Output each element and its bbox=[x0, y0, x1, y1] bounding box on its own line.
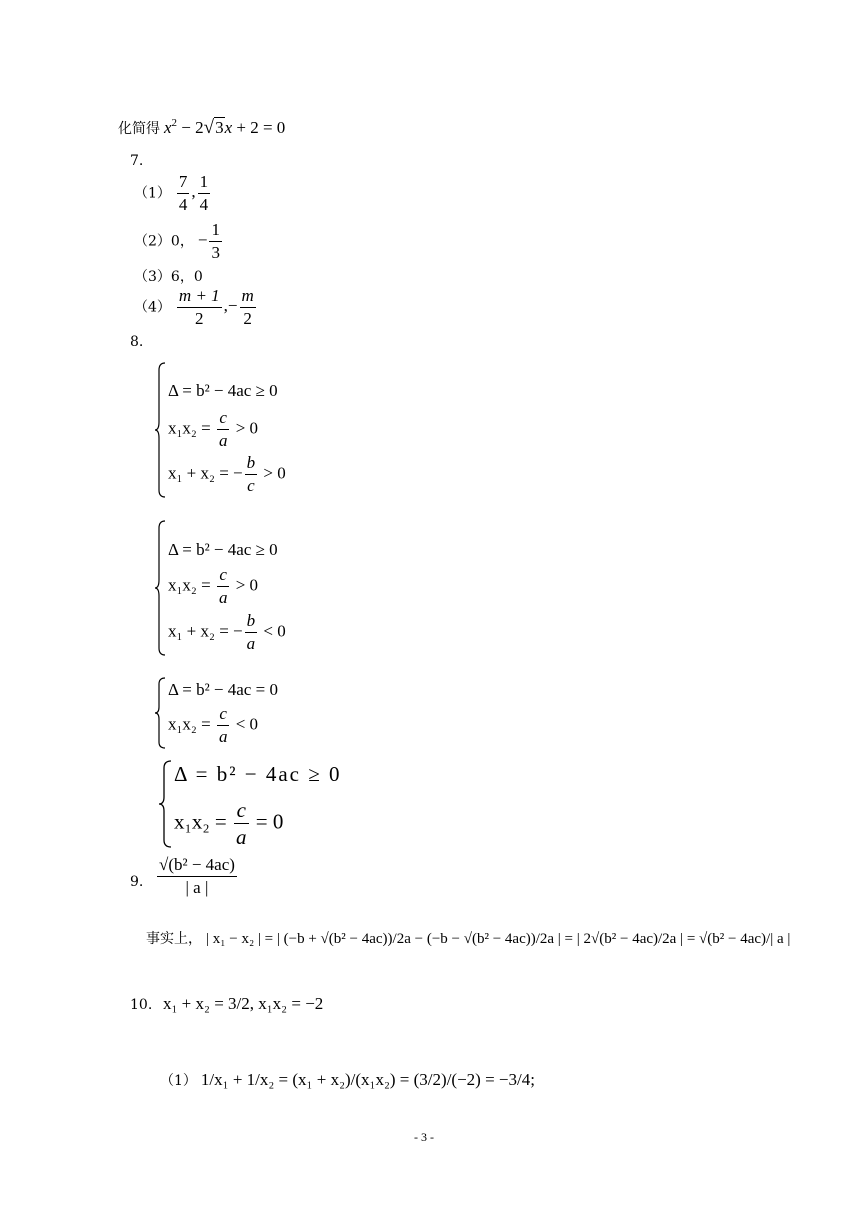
q10-item-label: （1） bbox=[160, 1073, 197, 1089]
q9-fact-line bbox=[146, 928, 790, 948]
simplify-prefix: 化简得 bbox=[118, 121, 160, 137]
system-line: Δ = b² − 4ac ≥ 0 bbox=[168, 540, 278, 559]
q10-item-expression: 1/x₁ + 1/x₂ = (x₁ + x₂)/(x₁x₂) = (3/2)/(−2) = −3/4; bbox=[200, 1070, 535, 1089]
system-line: x₁x₂ = $\frac{c}{a}$ < 0 bbox=[168, 704, 259, 746]
q9-answer bbox=[155, 855, 239, 898]
fact-prefix: 事实上， bbox=[146, 931, 202, 947]
q7-item-3 bbox=[134, 266, 203, 286]
q7-item-label: （2） bbox=[134, 233, 171, 250]
q7-item-2: （2）0， − $\frac{1}{3}$ bbox=[134, 220, 220, 262]
fraction: $\frac{m}{2}$ bbox=[241, 286, 254, 328]
system-line: Δ = b² − 4ac ≥ 0 bbox=[174, 762, 342, 786]
system-line: x₁x₂ = $\frac{c}{a}$ > 0 bbox=[168, 565, 259, 607]
fraction: $\frac{b}{a}$ bbox=[246, 611, 256, 653]
q7-number: 7. bbox=[130, 153, 144, 169]
system-line: x₁x₂ = $\frac{c}{a}$ > 0 bbox=[168, 408, 259, 450]
q7-item-label: （3） bbox=[134, 269, 171, 285]
q7-item-text: 6，0 bbox=[170, 269, 203, 285]
q7-item-label: （1） bbox=[134, 185, 171, 202]
q8-number: 8. bbox=[130, 334, 144, 350]
q10-given: x₁ + x₂ = 3/2, x₁x₂ = −2 bbox=[163, 994, 324, 1013]
system-line: x₁ + x₂ = − $\frac{b}{c}$ > 0 bbox=[168, 453, 286, 495]
left-brace-icon bbox=[154, 677, 166, 749]
system-line: Δ = b² − 4ac = 0 bbox=[168, 680, 278, 699]
system-line: Δ = b² − 4ac ≥ 0 bbox=[168, 381, 278, 400]
q7-item-text: 0， bbox=[170, 233, 194, 250]
fraction: $\frac{c}{a}$ bbox=[218, 565, 228, 607]
page-number: - 3 - bbox=[414, 1130, 434, 1144]
fraction: $\frac{1}{4}$ bbox=[199, 172, 209, 214]
left-brace-icon bbox=[154, 520, 166, 656]
system-line: x₁x₂ = $\frac{c}{a}$ = 0 bbox=[174, 798, 284, 849]
fraction: $\frac{c}{a}$ bbox=[218, 704, 228, 746]
fraction: $\frac{b}{c}$ bbox=[246, 453, 256, 495]
q10-item-1 bbox=[160, 1070, 535, 1090]
system-line: x₁ + x₂ = − $\frac{b}{a}$ < 0 bbox=[168, 611, 286, 653]
q10-number: 10. bbox=[130, 997, 153, 1013]
q7-item-label: （4） bbox=[134, 299, 171, 316]
fraction: $\frac{c}{a}$ bbox=[218, 408, 228, 450]
left-brace-icon bbox=[158, 760, 172, 848]
fraction: $\frac{7}{4}$ bbox=[178, 172, 188, 214]
q7-item-4: （4） $\frac{m + 1}{2}$ ,− $\frac{m}{2}$ bbox=[134, 286, 254, 328]
left-brace-icon bbox=[154, 362, 166, 498]
simplify-line bbox=[118, 117, 285, 139]
fraction: $\frac{m + 1}{2}$ bbox=[178, 286, 220, 328]
fraction: $\frac{\text{√(b² − 4ac)}}{| a |}$ bbox=[159, 855, 235, 897]
fraction: $\frac{c}{a}$ bbox=[236, 798, 247, 849]
q9-number: 9. bbox=[130, 874, 144, 890]
fact-expression: | x₁ − x₂ | = | (−b + √(b² − 4ac))/2a − (−b − √(b² − 4ac))/2a | = | 2√(b² − 4ac)/2a | = √(b² − 4ac)/| a | bbox=[206, 931, 791, 947]
q7-item-1: （1） $\frac{7}{4}$ , $\frac{1}{4}$ bbox=[134, 172, 209, 214]
fraction: $\frac{1}{3}$ bbox=[211, 220, 220, 262]
simplify-equation: $x^2 - 2√3x + 2 = 0$ bbox=[164, 117, 286, 138]
